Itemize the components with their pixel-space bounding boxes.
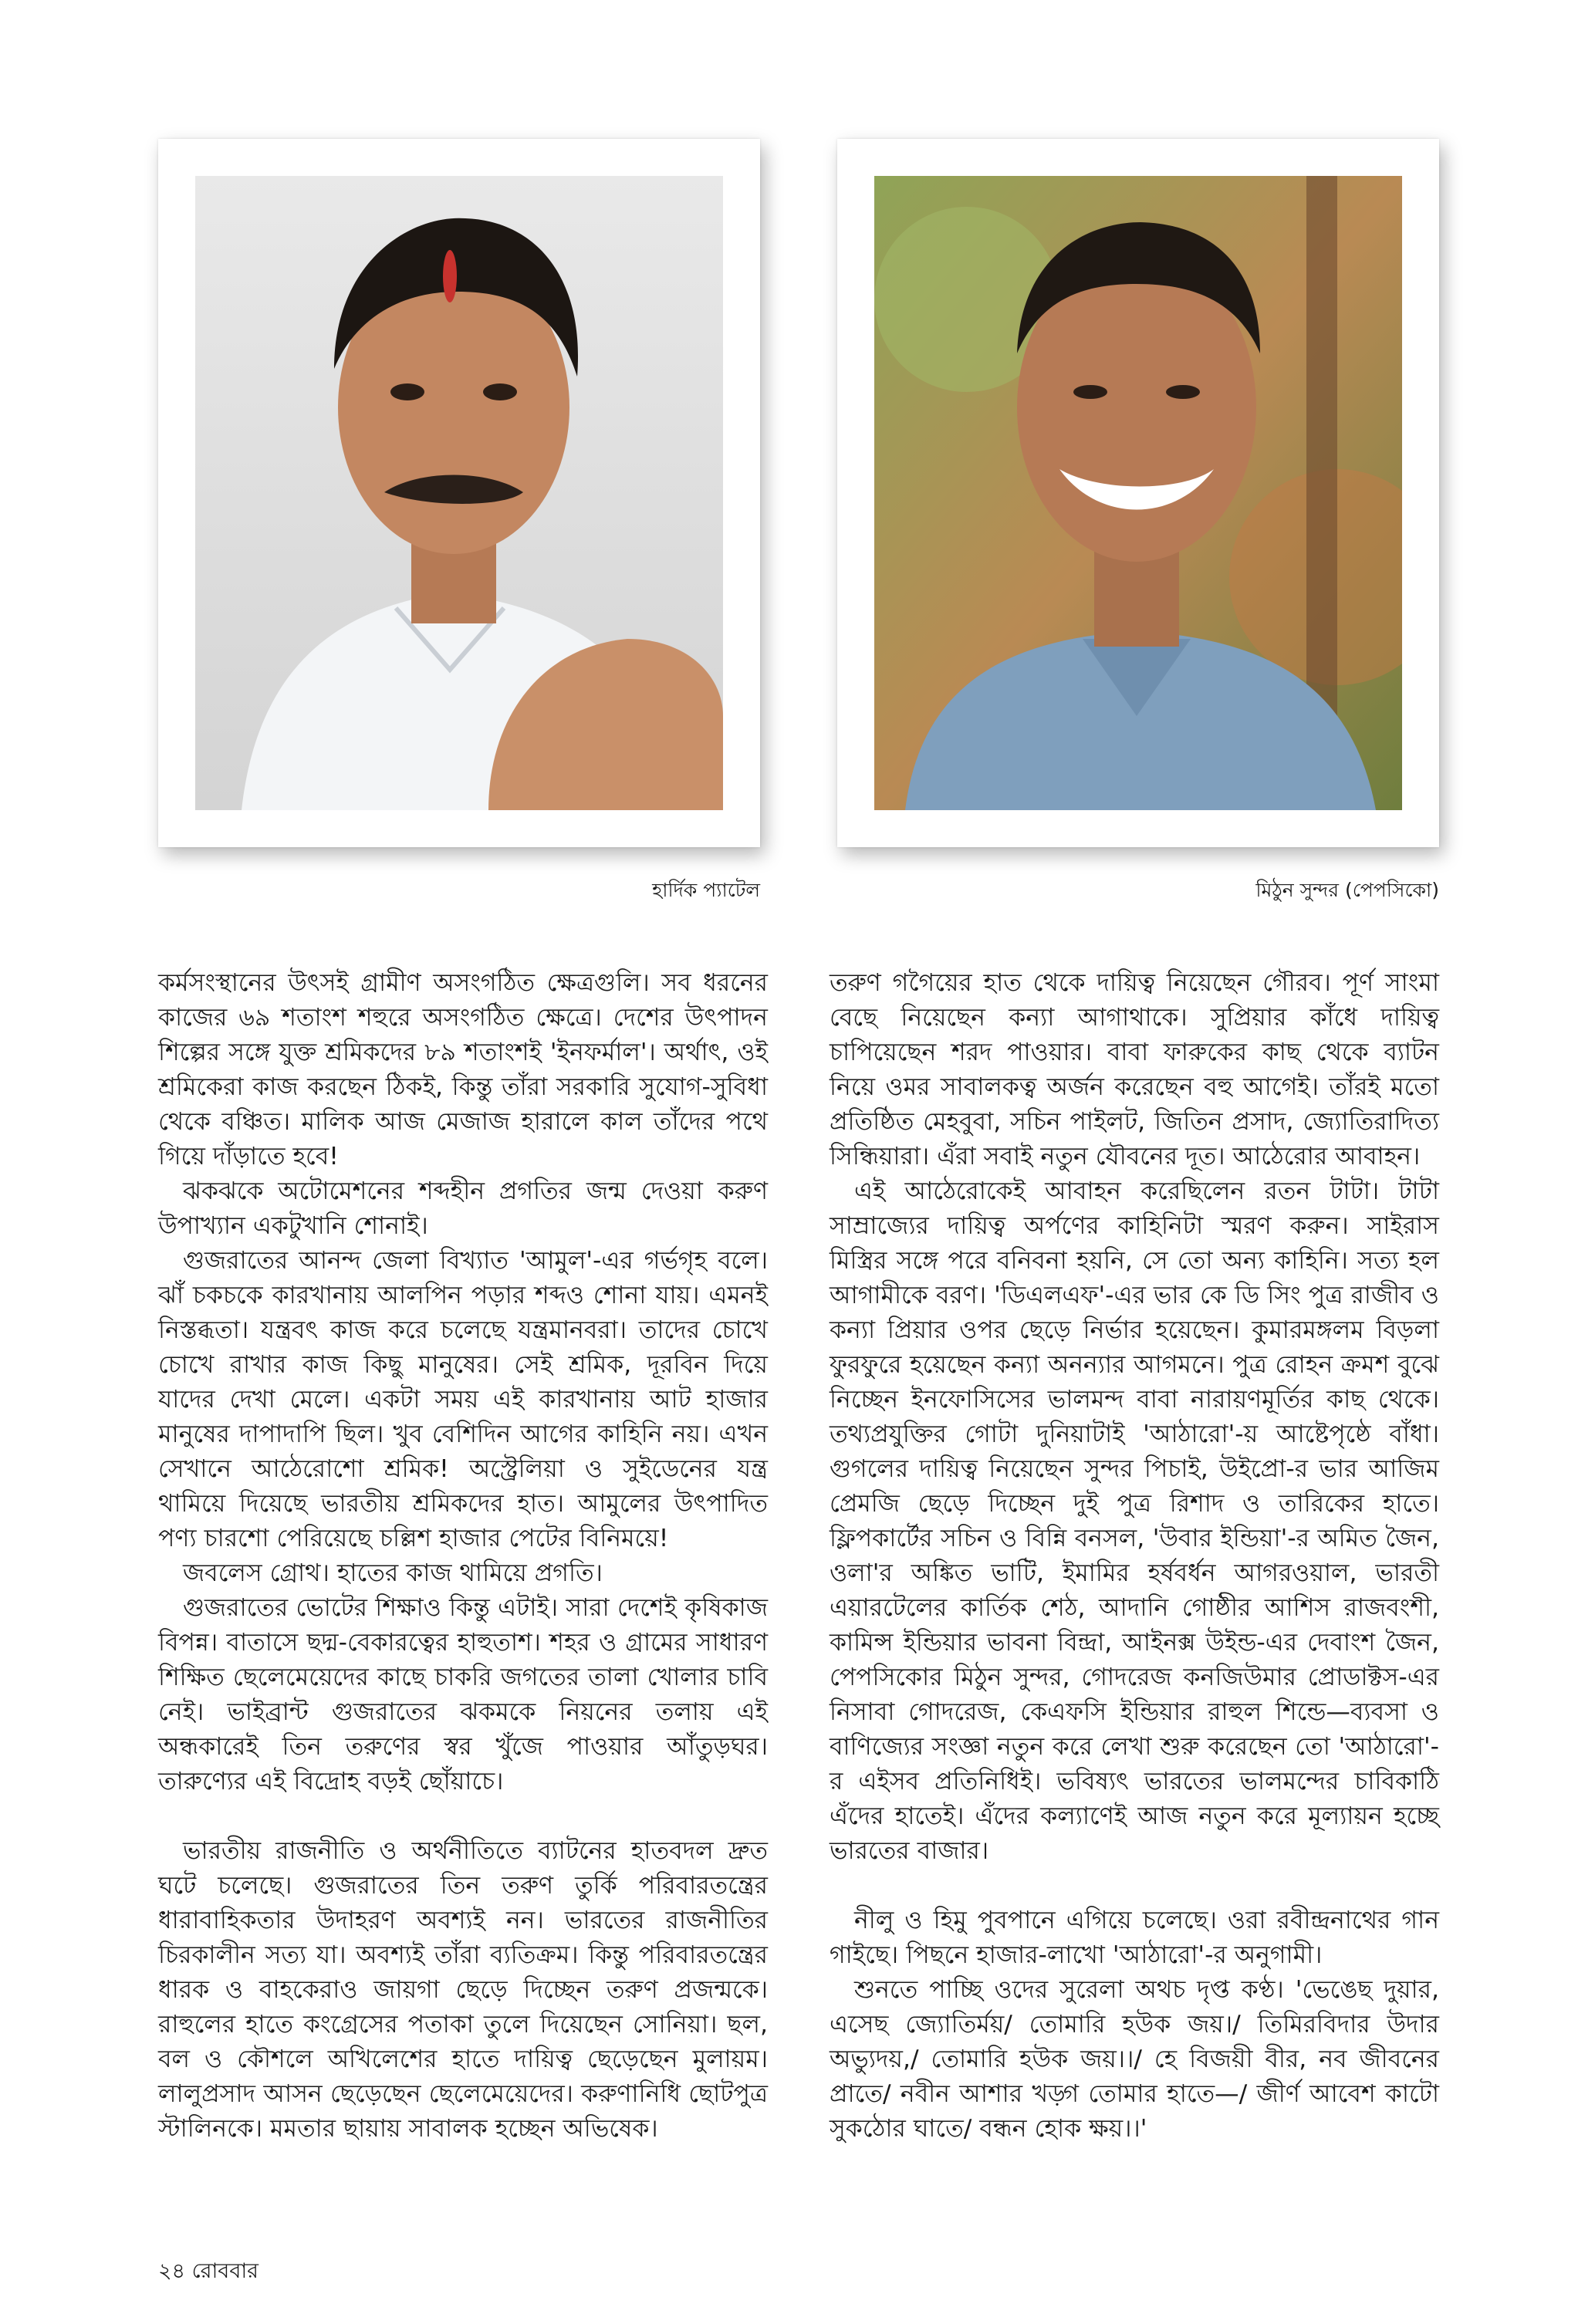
photo-caption-right: মিঠুন সুন্দর (পেপসিকো) xyxy=(1255,879,1439,901)
paragraph: কর্মসংস্থানের উৎসই গ্রামীণ অসংগঠিত ক্ষেত্রগুলি। সব ধরনের কাজের ৬৯ শতাংশ শহুরে অসংগঠিত ক্ষেত্রে। দেশের উৎপাদন শিল্পের সঙ্গে যুক্ত শ্রমিকদের ৮৯ শতাংশই 'ইনফর্মাল'। অর্থাৎ, ওই শ্রমিকেরা কাজ করছেন ঠিকই, কিন্তু তাঁরা সরকারি সুযোগ-সুবিধা থেকে বঞ্চিত। মালিক আজ মেজাজ হারালে কাল তাঁদের পথে গিয়ে দাঁড়াতে হবে! xyxy=(158,969,768,1170)
paragraph: এই আঠেরোকেই আবাহন করেছিলেন রতন টাটা। টাটা সাম্রাজ্যের দায়িত্ব অর্পণের কাহিনিটা স্মরণ করুন। সাইরাস মিস্ত্রির সঙ্গে পরে বনিবনা হয়নি, সে তো অন্য কাহিনি। সত্য হল আগামীকে বরণ। 'ডিএলএফ'-এর ভার কে ডি সিং পুত্র রাজীব ও কন্যা প্রিয়ার ওপর ছেড়ে নির্ভার হয়েছেন। কুমারমঙ্গলম বিড়লা ফুরফুরে হয়েছেন কন্যা অনন্যার আগমনে। পুত্র রোহন ক্রমশ বুঝে নিচ্ছেন ইনফোসিসের ভালমন্দ বাবা নারায়ণমূর্তির কাছ থেকে। তথ্যপ্রযুক্তির গোটা দুনিয়াটাই 'আঠারো'-য় আষ্টেপৃষ্ঠে বাঁধা। গুগলের দায়িত্ব নিয়েছেন সুন্দর পিচাই, উইপ্রো-র ভার আজিম প্রেমজি ছেড়ে দিচ্ছেন দুই পুত্র রিশাদ ও তারিকের হাতে। ফ্লিপকার্টের সচিন ও বিন্নি বনসল, 'উবার ইন্ডিয়া'-র অমিত জৈন, ওলা'র অঙ্কিত ভাটি, ইমামির হর্ষবর্ধন আগরওয়াল, ভারতী এয়ারটেলের কার্তিক শেঠ, আদানি গোষ্ঠীর আশিস রাজবংশী, কামিন্স ইন্ডিয়ার ভাবনা বিন্দ্রা, আইনক্স উইন্ড-এর দেবাংশ জৈন, পেপসিকোর মিঠুন সুন্দর, গোদরেজ কনজিউমার প্রোডাক্টস-এর নিসাবা গোদরেজ, কেএফসি ইন্ডিয়ার রাহুল শিন্ডে—ব্যবসা ও বাণিজ্যের সংজ্ঞা নতুন করে লেখা শুরু করেছেন তো 'আঠারো'-র এইসব প্রতিনিধিই। ভবিষ্যৎ ভারতের ভালমন্দের চাবিকাঠি এঁদের হাতেই। এঁদের কল্যাণেই আজ নতুন করে মূল্যায়ন হচ্ছে ভারতের বাজার। xyxy=(830,1177,1439,1865)
portrait-photo-left xyxy=(195,176,723,810)
paragraph: গুজরাতের ভোটের শিক্ষাও কিন্তু এটাই। সারা দেশেই কৃষিকাজ বিপন্ন। বাতাসে ছদ্ম-বেকারত্বের হাহুতাশ। শহর ও গ্রামের সাধারণ শিক্ষিত ছেলেমেয়েদের কাছে চাকরি জগতের তালা খোলার চাবি নেই। ভাইব্রান্ট গুজরাতের ঝকমকে নিয়নের তলায় এই অন্ধকারেই তিন তরুণের স্বর খুঁজে পাওয়ার আঁতুড়ঘর। তারুণ্যের এই বিদ্রোহ বড়ই ছোঁয়াচে। xyxy=(158,1594,768,1795)
paragraph: নীলু ও হিমু পুবপানে এগিয়ে চলেছে। ওরা রবীন্দ্রনাথের গান গাইছে। পিছনে হাজার-লাখো 'আঠারো'-র অনুগামী। xyxy=(830,1907,1439,1969)
article-column-left xyxy=(158,966,768,2147)
paragraph: গুজরাতের আনন্দ জেলা বিখ্যাত 'আমুল'-এর গর্ভগৃহ বলে। ঝাঁ চকচকে কারখানায় আলপিন পড়ার শব্দও শোনা যায়। এমনই নিস্তব্ধতা। যন্ত্রবৎ কাজ করে চলেছে যন্ত্রমানবরা। তাদের চোখে চোখে রাখার কাজ কিছু মানুষের। সেই শ্রমিক, দূরবিন দিয়ে যাদের দেখা মেলে। একটা সময় এই কারখানায় আট হাজার মানুষের দাপাদাপি ছিল। খুব বেশিদিন আগের কাহিনি নয়। এখন সেখানে আঠেরোশো শ্রমিক! অস্ট্রেলিয়া ও সুইডেনের যন্ত্র থামিয়ে দিয়েছে ভারতীয় শ্রমিকদের হাত। আমুলের উৎপাদিত পণ্য চারশো পেরিয়েছে চল্লিশ হাজার পেটের বিনিময়ে! xyxy=(158,1247,768,1552)
photo-caption-left: হার্দিক প্যাটেল xyxy=(652,879,760,901)
paragraph: জবলেস গ্রোথ। হাতের কাজ থামিয়ে প্রগতি। xyxy=(183,1559,603,1587)
photo-frame-right xyxy=(837,139,1439,847)
paragraph: ঝকঝকে অটোমেশনের শব্দহীন প্রগতির জন্ম দেওয়া করুণ উপাখ্যান একটুখানি শোনাই। xyxy=(158,1177,768,1240)
paragraph: শুনতে পাচ্ছি ওদের সুরেলা অথচ দৃপ্ত কণ্ঠ। 'ভেঙেছ দুয়ার, এসেছ জ্যোতির্ময়/ তোমারি হউক জয়।/ তিমিরবিদার উদার অভ্যুদয়,/ তোমারি হউক জয়।।/ হে বিজয়ী বীর, নব জীবনের প্রাতে/ নবীন আশার খড়্গ তোমার হাতে—/ জীর্ণ আবেশ কাটো সুকঠোর ঘাতে/ বন্ধন হোক ক্ষয়।।' xyxy=(830,1976,1439,2143)
portrait-photo-right xyxy=(874,176,1402,810)
page-footer-folio: ২৪ রোববার xyxy=(158,2259,259,2283)
article-column-right xyxy=(830,966,1439,2147)
photo-frame-left xyxy=(158,139,760,847)
paragraph: তরুণ গগৈয়ের হাত থেকে দায়িত্ব নিয়েছেন গৌরব। পূর্ণ সাংমা বেছে নিয়েছেন কন্যা আগাথাকে। সুপ্রিয়ার কাঁধে দায়িত্ব চাপিয়েছেন শরদ পাওয়ার। বাবা ফারুকের কাছ থেকে ব্যাটন নিয়ে ওমর সাবালকত্ব অর্জন করেছেন বহু আগেই। তাঁরই মতো প্রতিষ্ঠিত মেহবুবা, সচিন পাইলট, জিতিন প্রসাদ, জ্যোতিরাদিত্য সিন্ধিয়ারা। এঁরা সবাই নতুন যৌবনের দূত। আঠেরোর আবাহন। xyxy=(830,969,1439,1170)
paragraph: ভারতীয় রাজনীতি ও অর্থনীতিতে ব্যাটনের হাতবদল দ্রুত ঘটে চলেছে। গুজরাতের তিন তরুণ তুর্কি পরিবারতন্ত্রের ধারাবাহিকতার উদাহরণ অবশ্যই নন। ভারতের রাজনীতির চিরকালীন সত্য যা। অবশ্যই তাঁরা ব্যতিক্রম। কিন্তু পরিবারতন্ত্রের ধারক ও বাহকেরাও জায়গা ছেড়ে দিচ্ছেন তরুণ প্রজন্মকে। রাহুলের হাতে কংগ্রেসের পতাকা তুলে দিয়েছেন সোনিয়া। ছল, বল ও কৌশলে অখিলেশের হাতে দায়িত্ব ছেড়েছেন মুলায়ম। লালুপ্রসাদ আসন ছেড়েছেন ছেলেমেয়েদের। করুণানিধি ছোটপুত্র স্টালিনকে। মমতার ছায়ায় সাবালক হচ্ছেন অভিষেক। xyxy=(158,1837,768,2143)
